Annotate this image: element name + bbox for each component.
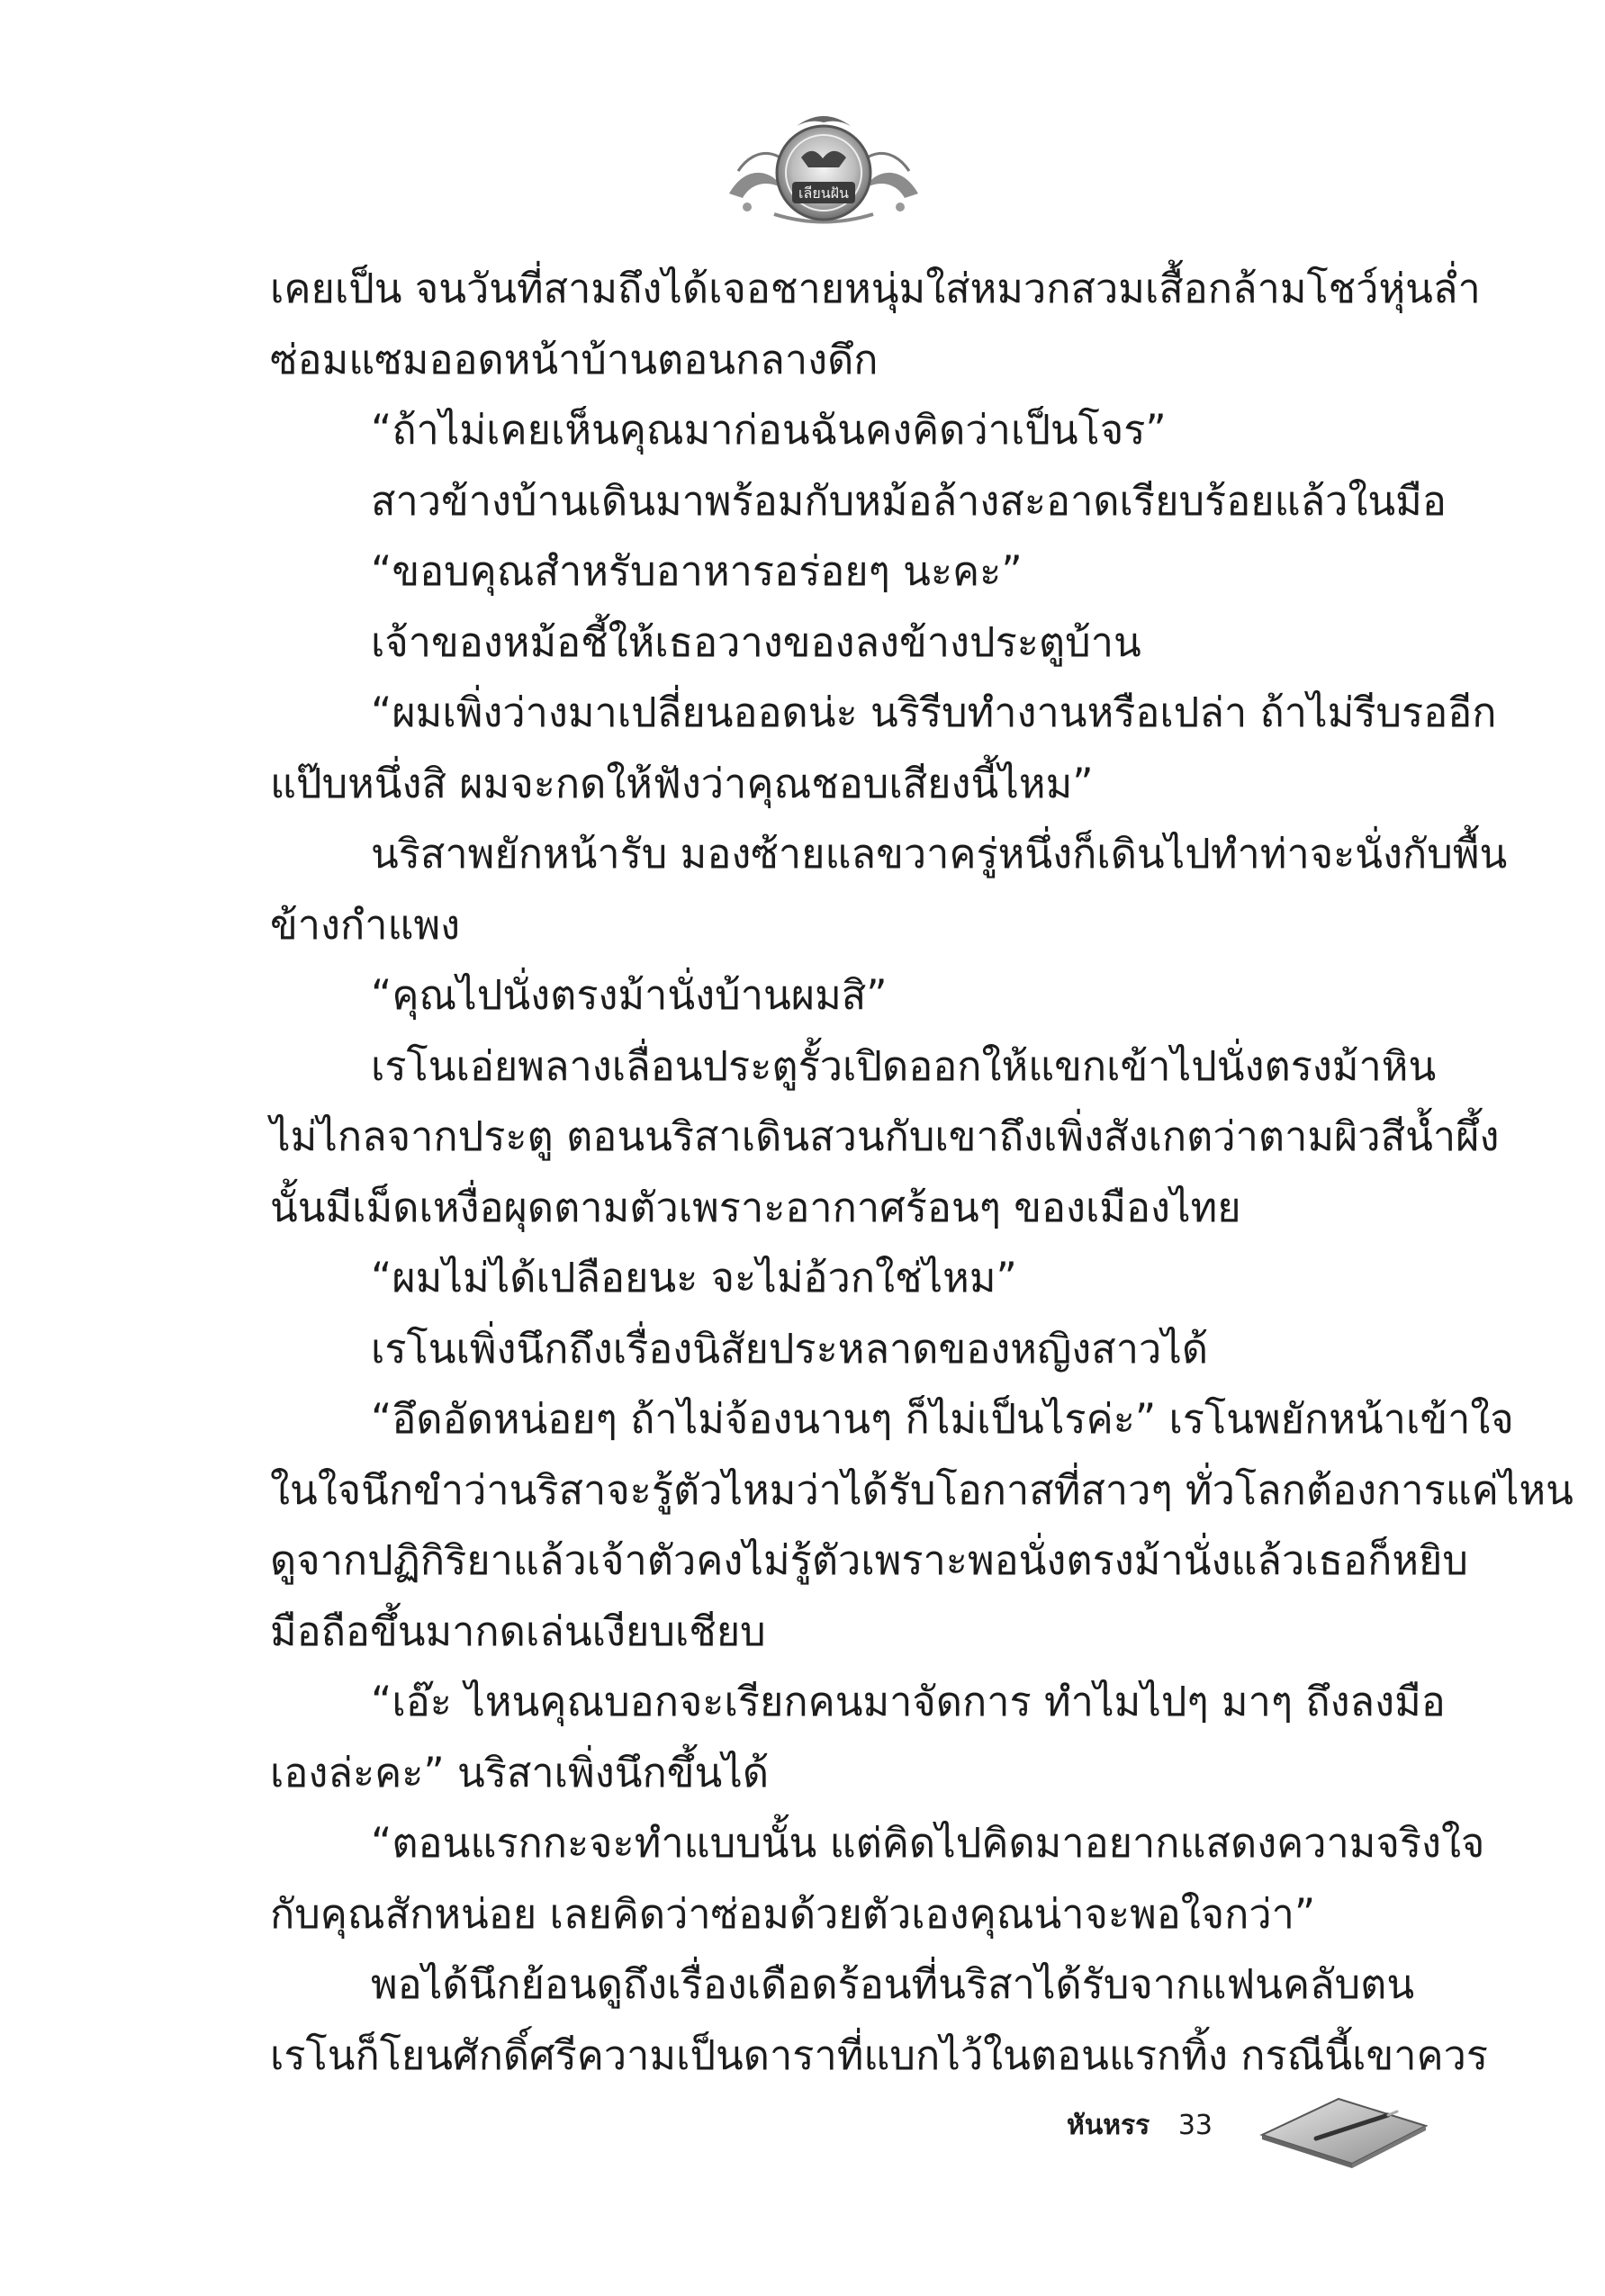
text-line: “ตอนแรกกะจะทำแบบนั้น แต่คิดไปคิดมาอยากแสดงความจริงใจ [371,1819,1485,1867]
text-line: กับคุณสักหน่อย เลยคิดว่าซ่อมด้วยตัวเองคุณน่าจะพอใจกว่า” [270,1889,1316,1938]
text-line: พอได้นึกย้อนดูถึงเรื่องเดือดร้อนที่นริสาได้รับจากแฟนคลับตน [371,1960,1415,2008]
text-line: นริสาพยักหน้ารับ มองซ้ายแลขวาครู่หนึ่งก็เดินไปทำท่าจะนั่งกับพื้น [371,830,1508,878]
tablet-pen-icon [1253,2079,1433,2169]
ornament-text: เลียนฝัน [798,185,849,202]
text-line: ข้างกำแพง [270,900,461,949]
text-line: มือถือขึ้นมากดเล่นเงียบเชียบ [270,1607,766,1655]
text-line: เรโนก็โยนศักดิ์ศรีความเป็นดาราที่แบกไว้ในตอนแรกทิ้ง กรณีนี้เขาควร [270,2030,1489,2079]
text-line: “ถ้าไม่เคยเห็นคุณมาก่อนฉันคงคิดว่าเป็นโจร” [371,406,1167,454]
text-line: “ผมไม่ได้เปลือยนะ จะไม่อ้วกใช่ไหม” [371,1254,1017,1301]
text-line: “ขอบคุณสำหรับอาหารอร่อยๆ นะคะ” [371,547,1023,595]
text-line: ดูจากปฏิกิริยาแล้วเจ้าตัวคงไม่รู้ตัวเพราะพอนั่งตรงม้านั่งแล้วเธอก็หยิบ [270,1536,1468,1584]
text-line: “อึดอัดหน่อยๆ ถ้าไม่จ้องนานๆ ก็ไม่เป็นไรค่ะ” เรโนพยักหน้าเข้าใจ [371,1395,1514,1443]
body-text [270,254,1573,2091]
text-line: ซ่อมแซมออดหน้าบ้านตอนกลางดึก [270,335,879,383]
text-line: เจ้าของหม้อชี้ให้เธอวางของลงข้างประตูบ้าน [371,617,1141,666]
text-line: เคยเป็น จนวันที่สามถึงได้เจอชายหนุ่มใส่หมวกสวมเสื้อกล้ามโชว์หุ่นล่ำ [270,265,1481,312]
page-footer [1067,2099,1213,2153]
text-line: เรโนเพิ่งนึกถึงเรื่องนิสัยประหลาดของหญิงสาวได้ [371,1324,1209,1373]
text-line: ไม่ไกลจากประตู ตอนนริสาเดินสวนกับเขาถึงเพิ่งสังเกตว่าตามผิวสีน้ำผึ้ง [270,1112,1500,1160]
text-line: นั้นมีเม็ดเหงื่อผุดตามตัวเพราะอากาศร้อนๆ ของเมืองไทย [270,1183,1241,1231]
page-number: 33 [1177,2110,1213,2141]
ornamental-crest-icon [720,108,927,225]
text-line: “คุณไปนั่งตรงม้านั่งบ้านผมสิ” [371,971,888,1019]
text-line: สาวข้างบ้านเดินมาพร้อมกับหม้อล้างสะอาดเรียบร้อยแล้วในมือ [371,476,1447,525]
book-title: หันหรร [1067,2110,1150,2141]
text-line: ในใจนึกขำว่านริสาจะรู้ตัวไหมว่าได้รับโอกาสที่สาวๆ ทั่วโลกต้องการแค่ไหน [270,1465,1573,1514]
text-line: “เอ๊ะ ไหนคุณบอกจะเรียกคนมาจัดการ ทำไมไปๆ มาๆ ถึงลงมือ [371,1678,1446,1725]
text-line: เรโนเอ่ยพลางเลื่อนประตูรั้วเปิดออกให้แขกเข้าไปนั่งตรงม้าหิน [371,1041,1437,1090]
text-line: เองล่ะคะ” นริสาเพิ่งนึกขึ้นได้ [270,1748,770,1796]
text-line: “ผมเพิ่งว่างมาเปลี่ยนออดน่ะ นริรีบทำงานหรือเปล่า ถ้าไม่รีบรออีก [371,689,1497,736]
text-line: แป๊บหนึ่งสิ ผมจะกดให้ฟังว่าคุณชอบเสียงนี้ไหม” [270,759,1094,807]
